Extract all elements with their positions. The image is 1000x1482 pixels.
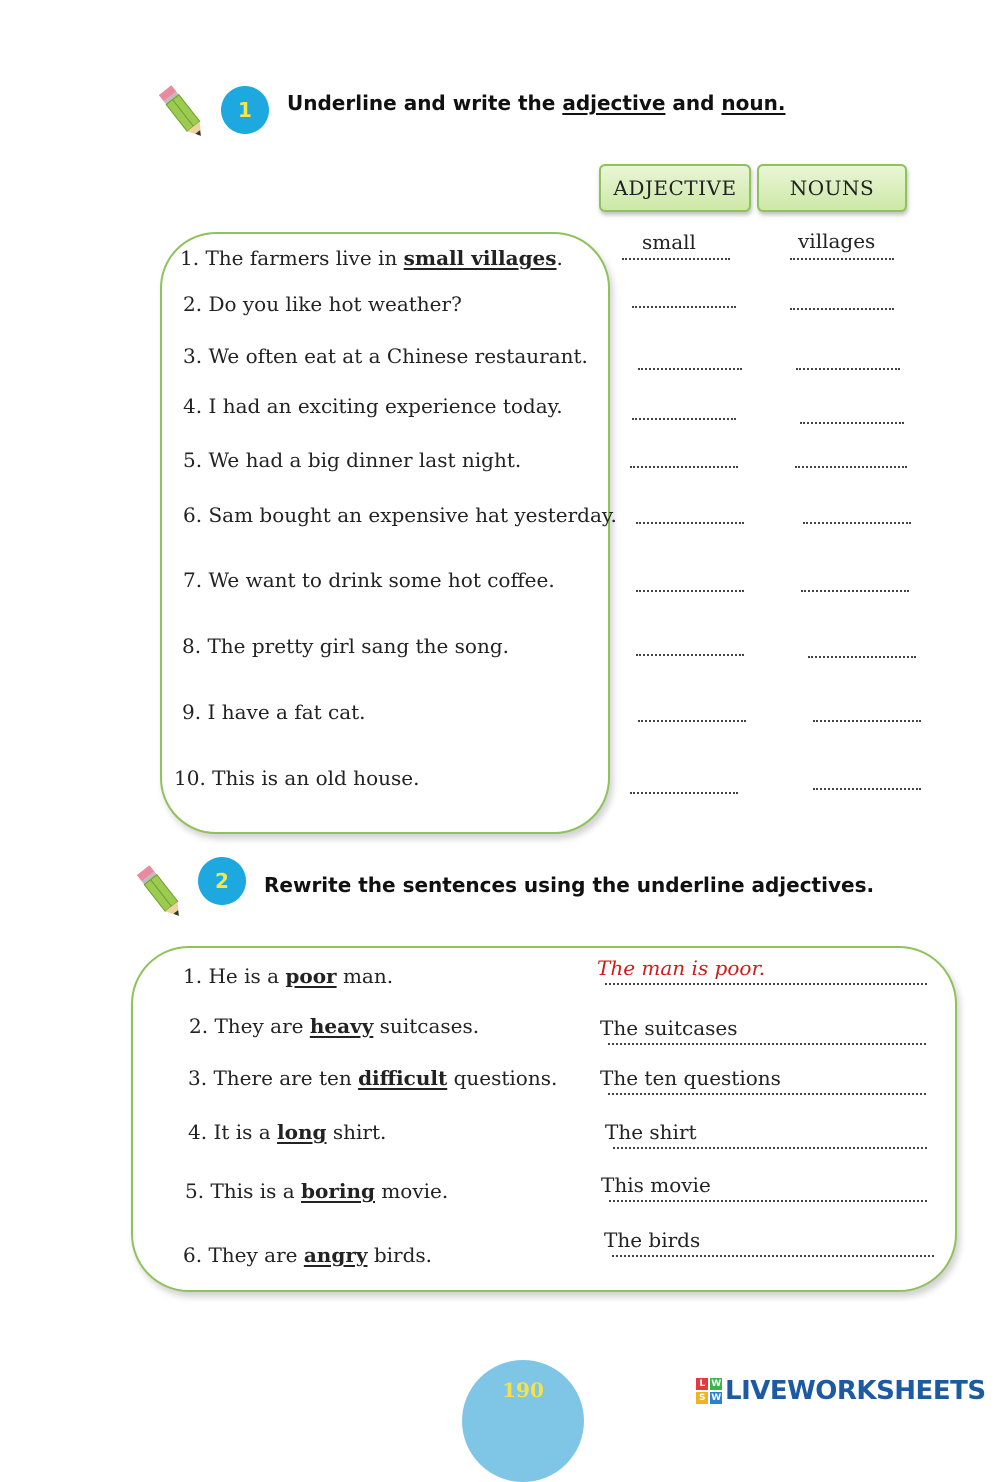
noun-answer-field[interactable] bbox=[796, 368, 900, 370]
adjective-answer-field[interactable] bbox=[622, 258, 730, 260]
adjective-answer-field[interactable] bbox=[638, 368, 742, 370]
rewrite-sentence-item: 3. There are ten difficult questions. bbox=[188, 1066, 558, 1090]
liveworksheets-logo[interactable] bbox=[696, 1376, 986, 1406]
sentence-item: 9. I have a fat cat. bbox=[182, 700, 366, 724]
rewrite-answer-text: The shirt bbox=[605, 1120, 697, 1144]
noun-answer-field[interactable] bbox=[803, 522, 911, 524]
logo-mark-icon bbox=[696, 1378, 722, 1404]
pencil-icon bbox=[158, 82, 208, 144]
sentence-item: 8. The pretty girl sang the song. bbox=[182, 634, 509, 658]
adjective-answer-field[interactable] bbox=[630, 792, 738, 794]
noun-answer-field[interactable] bbox=[800, 422, 904, 424]
column-header-nouns: NOUNS bbox=[757, 164, 907, 212]
logo-letter: W bbox=[711, 1393, 721, 1403]
logo-letter: W bbox=[711, 1379, 721, 1389]
noun-answer-field[interactable] bbox=[795, 466, 907, 468]
rewrite-answer-text: The suitcases bbox=[600, 1016, 738, 1040]
section-heading: Rewrite the sentences using the underline adjectives. bbox=[264, 873, 875, 897]
rewrite-answer-text: The man is poor. bbox=[597, 956, 766, 980]
adjective-answer-field[interactable] bbox=[636, 654, 744, 656]
rewrite-sentence-item: 4. It is a long shirt. bbox=[188, 1120, 387, 1144]
adjective-answer-field[interactable] bbox=[630, 466, 738, 468]
adjective-answer-text: small bbox=[642, 230, 696, 254]
sentence-item: 1. The farmers live in small villages. bbox=[180, 246, 563, 270]
adjective-answer-field[interactable] bbox=[638, 720, 746, 722]
noun-answer-text: villages bbox=[798, 229, 876, 253]
rewrite-answer-field[interactable] bbox=[609, 1200, 927, 1202]
section-number-badge: 1 bbox=[221, 86, 269, 134]
section-heading: Underline and write the adjective and noun. bbox=[287, 91, 786, 115]
adjective-answer-field[interactable] bbox=[632, 306, 736, 308]
brand-name: LIVEWORKSHEETS bbox=[725, 1376, 986, 1406]
page-number: 190 bbox=[462, 1360, 584, 1482]
section-number-badge: 2 bbox=[198, 857, 246, 905]
pencil-icon bbox=[136, 862, 186, 924]
sentence-item: 3. We often eat at a Chinese restaurant. bbox=[183, 344, 588, 368]
sentence-item: 4. I had an exciting experience today. bbox=[183, 394, 563, 418]
noun-answer-field[interactable] bbox=[813, 788, 921, 790]
rewrite-answer-field[interactable] bbox=[613, 1147, 927, 1149]
adjective-answer-field[interactable] bbox=[632, 418, 736, 420]
noun-answer-field[interactable] bbox=[808, 656, 916, 658]
rewrite-answer-text: The ten questions bbox=[600, 1066, 781, 1090]
rewrite-sentence-item: 5. This is a boring movie. bbox=[185, 1179, 449, 1203]
rewrite-answer-text: This movie bbox=[601, 1173, 711, 1197]
rewrite-answer-field[interactable] bbox=[612, 1255, 934, 1257]
sentence-item: 10. This is an old house. bbox=[174, 766, 420, 790]
sentence-item: 5. We had a big dinner last night. bbox=[183, 448, 522, 472]
sentence-item: 2. Do you like hot weather? bbox=[183, 292, 462, 316]
noun-answer-field[interactable] bbox=[801, 590, 909, 592]
noun-answer-field[interactable] bbox=[813, 720, 921, 722]
sentence-item: 7. We want to drink some hot coffee. bbox=[183, 568, 555, 592]
logo-letter: L bbox=[696, 1378, 708, 1390]
rewrite-answer-field[interactable] bbox=[608, 1043, 926, 1045]
sentence-item: 6. Sam bought an expensive hat yesterday. bbox=[183, 503, 617, 527]
sentences-box bbox=[160, 232, 610, 834]
noun-answer-field[interactable] bbox=[790, 308, 894, 310]
adjective-answer-field[interactable] bbox=[636, 590, 744, 592]
rewrite-answer-text: The birds bbox=[604, 1228, 701, 1252]
rewrite-sentence-item: 1. He is a poor man. bbox=[183, 964, 394, 988]
logo-letter: S bbox=[696, 1392, 708, 1404]
rewrite-answer-field[interactable] bbox=[608, 1093, 926, 1095]
rewrite-sentence-item: 6. They are angry birds. bbox=[183, 1243, 433, 1267]
rewrite-answer-field[interactable] bbox=[605, 983, 927, 985]
column-header-adjective: ADJECTIVE bbox=[599, 164, 751, 212]
rewrite-sentence-item: 2. They are heavy suitcases. bbox=[189, 1014, 480, 1038]
rewrite-box bbox=[131, 946, 957, 1292]
noun-answer-field[interactable] bbox=[790, 258, 894, 260]
adjective-answer-field[interactable] bbox=[636, 522, 744, 524]
